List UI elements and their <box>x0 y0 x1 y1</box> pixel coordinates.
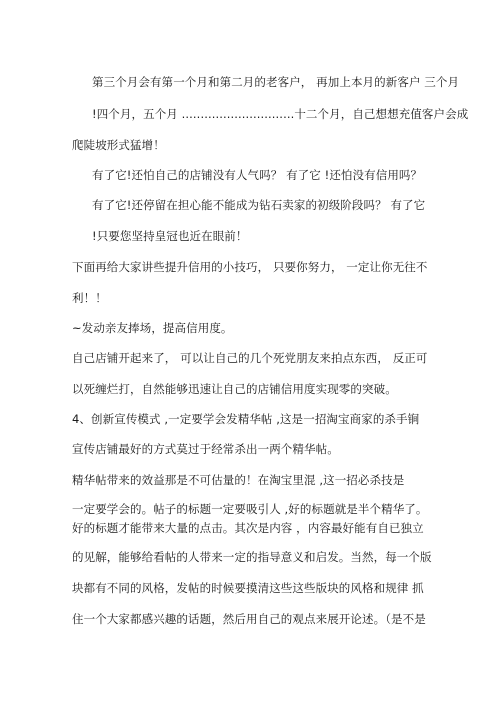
text-line-10: 自己店铺开起来了， 可以让自己的几个死党朋友来拍点东西， 反正可 <box>72 351 428 365</box>
text-line-9: ~发动亲友捧场，提高信用度。 <box>72 321 233 335</box>
text-line-4: 有了它!还怕自己的店铺没有人气吗？ 有了它 !还怕没有信用吗？ <box>92 168 423 182</box>
text-line-12: 4、创新宣传模式 ,一定要学会发精华帖 ,这是一招淘宝商家的杀手锏 <box>72 412 420 426</box>
text-line-17: 的见解，能够给看帖的人带来一定的指导意义和启发。当然，每一个版 <box>72 550 432 564</box>
text-line-2: !四个月，五个月 ..............................十二个月，自己想想充值客户会成 <box>92 107 469 121</box>
text-line-13: 宣传店铺最好的方式莫过于经常杀出一两个精华帖。 <box>72 442 339 456</box>
text-line-16: 好的标题才能带来大量的点击。其次是内容 ，内容最好能有自已独立 <box>72 521 424 535</box>
text-line-7: 下面再给大家讲些提升信用的小技巧， 只要你努力， 一定让你无往不 <box>72 260 428 274</box>
text-line-11: 以死缠烂打，自然能够迅速让自己的店铺信用度实现零的突破。 <box>72 382 397 396</box>
text-line-15: 一定要学会的。帖子的标题一定要吸引人 ,好的标题就是半个精华了。 <box>72 502 428 516</box>
text-line-3: 爬陡坡形式猛增！ <box>72 138 165 152</box>
text-line-8: 利！！ <box>72 291 107 305</box>
text-line-5: 有了它!还停留在担心能不能成为钻石卖家的初级阶段吗？ 有了它 <box>92 198 426 212</box>
text-line-19: 住一个大家都感兴趣的话题，然后用自己的观点来展开论述。（是不是 <box>72 612 426 626</box>
text-line-1: 第三个月会有第一个月和第二月的老客户， 再加上本月的新客户 三个月 <box>92 75 460 89</box>
text-line-14: 精华帖带来的效益那是不可估量的！在淘宝里混 ,这一招必杀技是 <box>72 473 405 487</box>
text-line-6: !只要您坚持皇冠也近在眼前！ <box>92 229 248 243</box>
text-line-18: 块都有不同的风格，发帖的时候要摸清这些这些版块的风格和规律 抓 <box>72 581 424 595</box>
